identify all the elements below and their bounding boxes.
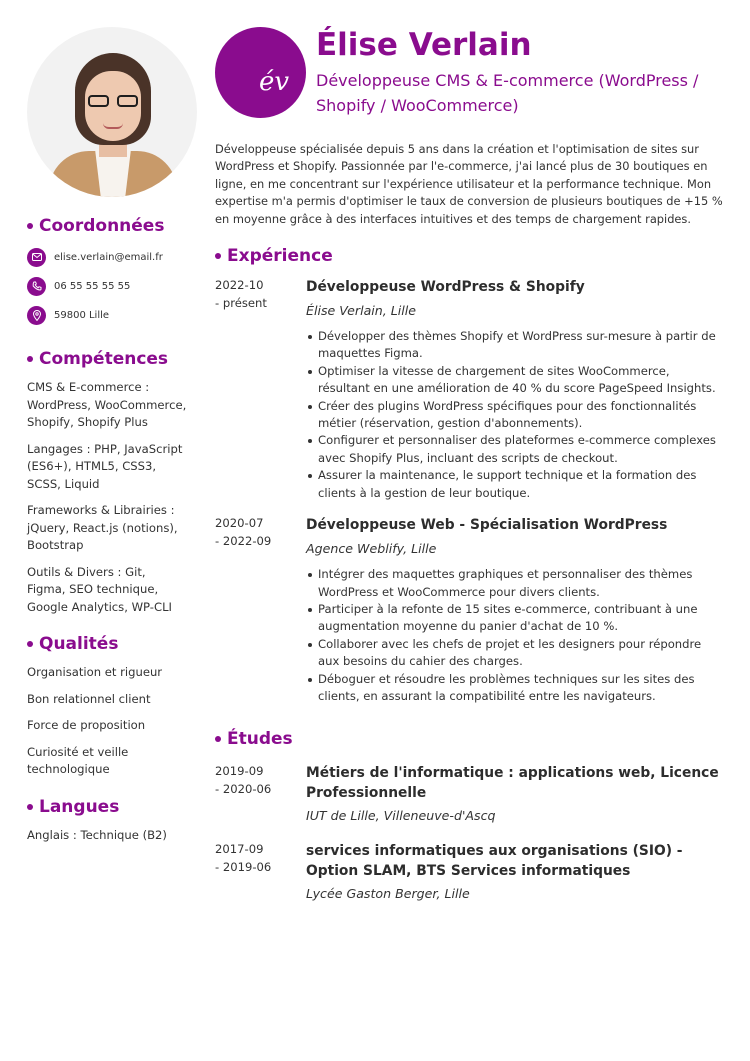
sidebar (27, 27, 187, 853)
contact-heading: Coordonnées (27, 215, 187, 237)
entry-title: Développeuse WordPress & Shopify (306, 279, 585, 296)
job-title: Développeuse CMS & E-commerce (WordPress / Shopify / WooCommerce) (316, 71, 699, 115)
quality-item: Force de proposition (27, 718, 146, 732)
candidate-name: Élise Verlain (316, 27, 532, 63)
bullet-dot-icon (215, 736, 221, 742)
experience-entry (215, 277, 725, 502)
bullet-item: Déboguer et résoudre les problèmes techniques sur les sites des clients, en assurant la compatibilité entre les navigateurs. (306, 671, 725, 706)
skill-item: Frameworks & Librairies : jQuery, React.js (notions), Bootstrap (27, 503, 178, 552)
profile-summary: Développeuse spécialisée depuis 5 ans dans la création et l'optimisation de sites sur WordPress et Shopify. Passionnée par l'e-commerce, j'ai lancé plus de 30 boutiques en ligne, en me concentrant sur l'expérience utilisateur et la performance technique. Mon expertise m'a permis d'optimiser le taux de conversion de plusieurs boutiques de +15 % en moyenne grâce à des interfaces intuitives et des temps de chargement rapides. (215, 142, 723, 226)
main-content (215, 27, 725, 903)
entry-title: Développeuse Web - Spécialisation WordPress (306, 517, 668, 534)
education-entry (215, 763, 725, 825)
qualities-list (27, 664, 187, 779)
bullet-dot-icon (215, 253, 221, 259)
bullet-item: Assurer la maintenance, le support technique et la formation des clients à la gestion de leur boutique. (306, 467, 725, 502)
education-heading: Études (215, 727, 725, 751)
quality-item: Curiosité et veille technologique (27, 744, 129, 776)
skill-item: CMS & E-commerce : WordPress, WooCommerce, Shopify, Shopify Plus (27, 380, 187, 429)
skills-heading: Compétences (27, 348, 187, 370)
contact-phone[interactable] (27, 276, 187, 296)
bullet-item: Développer des thèmes Shopify et WordPress sur-mesure à partir de maquettes Figma. (306, 328, 725, 363)
entry-school: IUT de Lille, Villeneuve-d'Ascq (306, 808, 496, 824)
bullet-dot-icon (27, 804, 33, 810)
entry-school: Lycée Gaston Berger, Lille (306, 886, 470, 902)
contact-list (27, 247, 187, 325)
entry-company: Agence Weblify, Lille (306, 541, 437, 557)
contact-phone-text: 06 55 55 55 55 (54, 280, 131, 292)
skill-item: Outils & Divers : Git, Figma, SEO technique, Google Analytics, WP-CLI (27, 564, 172, 614)
resume-header (215, 27, 725, 127)
monogram-badge: év (215, 27, 306, 118)
quality-item: Bon relationnel client (27, 691, 151, 706)
location-pin-icon (27, 306, 46, 325)
contact-location (27, 305, 187, 325)
bullet-item: Participer à la refonte de 15 sites e-commerce, contribuant à une augmentation moyenne du panier d'achat de 10 %. (306, 601, 725, 636)
experience-entry (215, 515, 725, 705)
bullet-item: Intégrer des maquettes graphiques et personnaliser des thèmes WordPress et WooCommerce pour divers clients. (306, 566, 725, 601)
contact-location-text: 59800 Lille (54, 309, 110, 321)
skill-item: Langages : PHP, JavaScript (ES6+), HTML5, CSS3, SCSS, Liquid (27, 441, 183, 491)
phone-icon (27, 277, 46, 296)
bullet-item: Configurer et personnaliser des plateformes e-commerce complexes avec Shopify Plus, incluant des scripts de checkout. (306, 432, 725, 467)
bullet-dot-icon (27, 641, 33, 647)
language-item: Anglais : Technique (B2) (27, 827, 167, 842)
entry-title: Métiers de l'informatique : applications web, Licence Professionnelle (306, 765, 719, 802)
education-entry (215, 841, 725, 903)
bullet-dot-icon (27, 356, 33, 362)
entry-date: 2020-07 - 2022-09 (215, 516, 272, 548)
qualities-heading: Qualités (27, 633, 187, 655)
entry-date: 2017-09 - 2019-06 (215, 842, 272, 874)
email-icon (27, 248, 46, 267)
entry-bullets (306, 566, 725, 705)
entry-date: 2022-10 - présent (215, 278, 267, 310)
entry-date: 2019-09 - 2020-06 (215, 764, 272, 796)
bullet-item: Optimiser la vitesse de chargement de sites WooCommerce, résultant en une amélioration de 40 % du score PageSpeed Insights. (306, 363, 725, 398)
contact-email[interactable] (27, 247, 187, 267)
entry-company: Élise Verlain, Lille (306, 303, 417, 319)
experience-heading: Expérience (215, 244, 725, 268)
entry-title: services informatiques aux organisations (SIO) - Option SLAM, BTS Services informatiques (306, 843, 683, 880)
bullet-item: Créer des plugins WordPress spécifiques pour des fonctionnalités métier (réservation, gestion d'abonnements). (306, 398, 725, 433)
quality-item: Organisation et rigueur (27, 665, 163, 679)
languages-heading: Langues (27, 796, 187, 818)
entry-bullets (306, 328, 725, 502)
profile-photo (27, 27, 197, 197)
contact-email-text: elise.verlain@email.fr (54, 251, 163, 263)
bullet-item: Collaborer avec les chefs de projet et les designers pour répondre aux besoins du cahier des charges. (306, 636, 725, 671)
skills-list (27, 379, 187, 616)
languages-list (27, 827, 187, 845)
bullet-dot-icon (27, 223, 33, 229)
